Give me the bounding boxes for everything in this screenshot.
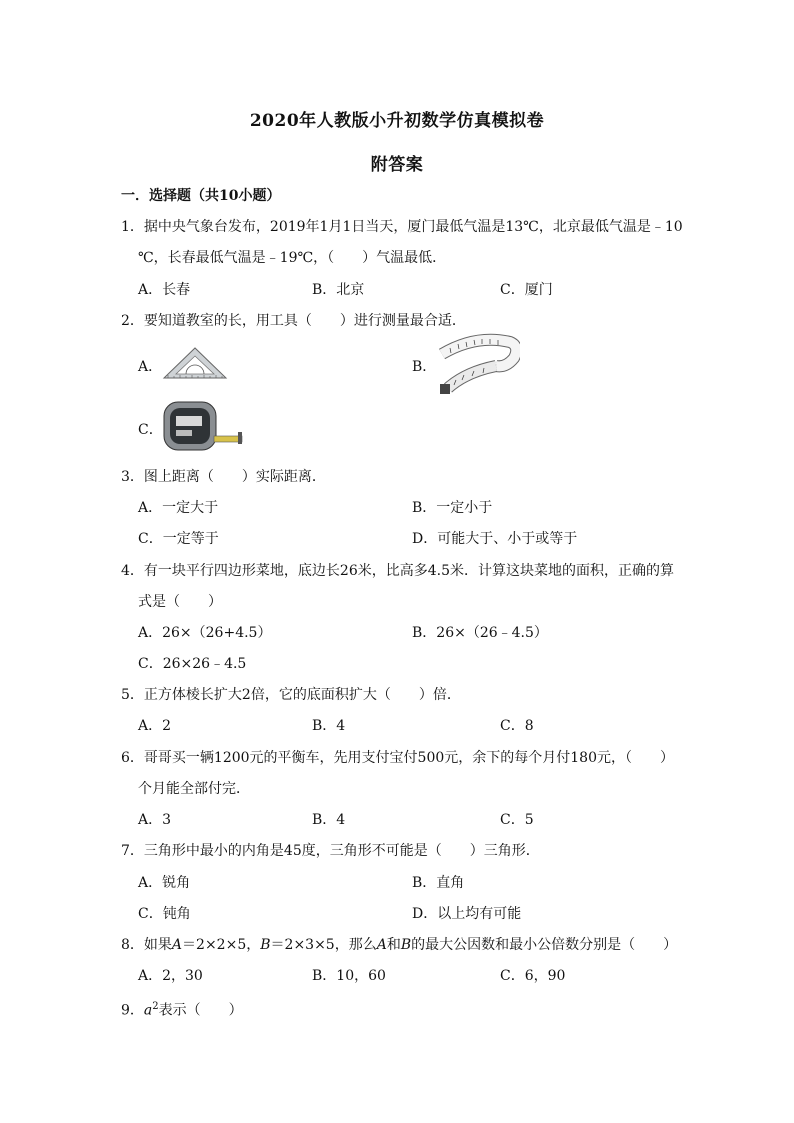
question-3-option-c: C．一定等于 bbox=[138, 531, 219, 547]
question-1-option-a: A．长春 bbox=[138, 282, 191, 298]
exponent: 2 bbox=[152, 1001, 159, 1012]
steel-tape-measure-image bbox=[160, 396, 244, 460]
question-2-option-c: C． bbox=[138, 422, 163, 438]
question-8-option-c: C．6，90 bbox=[500, 968, 566, 984]
variable-b: B bbox=[260, 937, 271, 953]
question-7-text: 7．三角形中最小的内角是45度，三角形不可能是（ ）三角形． bbox=[121, 843, 540, 859]
question-6-text-line1: 6．哥哥买一辆1200元的平衡车，先用支付宝付500元，余下的每个月付180元，（ ） bbox=[121, 750, 674, 766]
question-1-option-b: B．北京 bbox=[312, 282, 365, 298]
question-5-option-c: C．8 bbox=[500, 718, 534, 734]
question-2-option-a: A． bbox=[138, 359, 163, 375]
question-8-suffix: 的最大公因数和最小公倍数分别是（ ） bbox=[411, 937, 678, 953]
question-6-option-a: A．3 bbox=[138, 812, 172, 828]
question-1-option-c: C．厦门 bbox=[500, 282, 553, 298]
question-8-text bbox=[121, 936, 677, 954]
soft-tape-measure-image bbox=[436, 332, 520, 402]
question-4-option-b: B．26×（26﹣4.5） bbox=[412, 625, 548, 641]
question-7-option-d: D．以上均有可能 bbox=[412, 906, 522, 922]
question-9-text bbox=[121, 998, 243, 1020]
question-6-option-c: C．5 bbox=[500, 812, 534, 828]
question-6-option-b: B．4 bbox=[312, 812, 346, 828]
question-4-text-line2: 式是（ ） bbox=[138, 594, 222, 610]
question-8-prefix: 8．如果 bbox=[121, 937, 172, 953]
question-3-option-b: B．一定小于 bbox=[412, 500, 493, 516]
question-9-prefix: 9． bbox=[121, 1002, 144, 1019]
variable-a: A bbox=[171, 937, 183, 953]
question-7-option-a: A．锐角 bbox=[138, 875, 191, 891]
question-5-option-a: A．2 bbox=[138, 718, 172, 734]
question-4-option-a: A．26×（26+4.5） bbox=[138, 625, 272, 641]
question-8-eq1: ＝2×2×5， bbox=[182, 937, 261, 953]
question-8-option-a: A．2，30 bbox=[138, 968, 203, 984]
question-4-option-c: C．26×26﹣4.5 bbox=[138, 656, 247, 672]
question-2-text: 2．要知道教室的长，用工具（ ）进行测量最合适． bbox=[121, 313, 466, 329]
variable-b: B bbox=[400, 937, 412, 953]
question-8-mid: 和 bbox=[386, 937, 401, 953]
question-9-suffix: 表示（ ） bbox=[158, 1002, 243, 1019]
question-4-text-line1: 4．有一块平行四边形菜地，底边长26米，比高多4.5米．计算这块菜地的面积，正确的算 bbox=[121, 563, 674, 579]
question-6-text-line2: 个月能全部付完． bbox=[138, 781, 250, 797]
question-8-option-b: B．10，60 bbox=[312, 968, 386, 984]
question-7-option-b: B．直角 bbox=[412, 875, 465, 891]
question-3-option-a: A．一定大于 bbox=[138, 500, 219, 516]
question-5-text: 5．正方体棱长扩大2倍，它的底面积扩大（ ）倍． bbox=[121, 687, 461, 703]
question-7-option-c: C．钝角 bbox=[138, 906, 191, 922]
question-1-text-line1: 1．据中央气象台发布，2019年1月1日当天，厦门最低气温是13℃，北京最低气温是﹣10 bbox=[121, 219, 683, 235]
variable-a: A bbox=[376, 937, 387, 953]
question-5-option-b: B．4 bbox=[312, 718, 346, 734]
document-title: 2020年人教版小升初数学仿真模拟卷 bbox=[249, 111, 545, 131]
question-1-text-line2: ℃，长春最低气温是﹣19℃，（ ）气温最低． bbox=[138, 250, 447, 266]
triangle-ruler-image bbox=[162, 346, 228, 384]
question-3-option-d: D．可能大于、小于或等于 bbox=[412, 531, 578, 547]
section-heading: 一．选择题（共10小题） bbox=[121, 188, 281, 204]
question-2-option-b: B． bbox=[412, 359, 437, 375]
question-8-eq2: ＝2×3×5，那么 bbox=[270, 937, 377, 953]
question-3-text: 3．图上距离（ ）实际距离． bbox=[121, 469, 326, 485]
document-subtitle: 附答案 bbox=[370, 155, 424, 175]
variable-a: a bbox=[143, 1002, 153, 1019]
